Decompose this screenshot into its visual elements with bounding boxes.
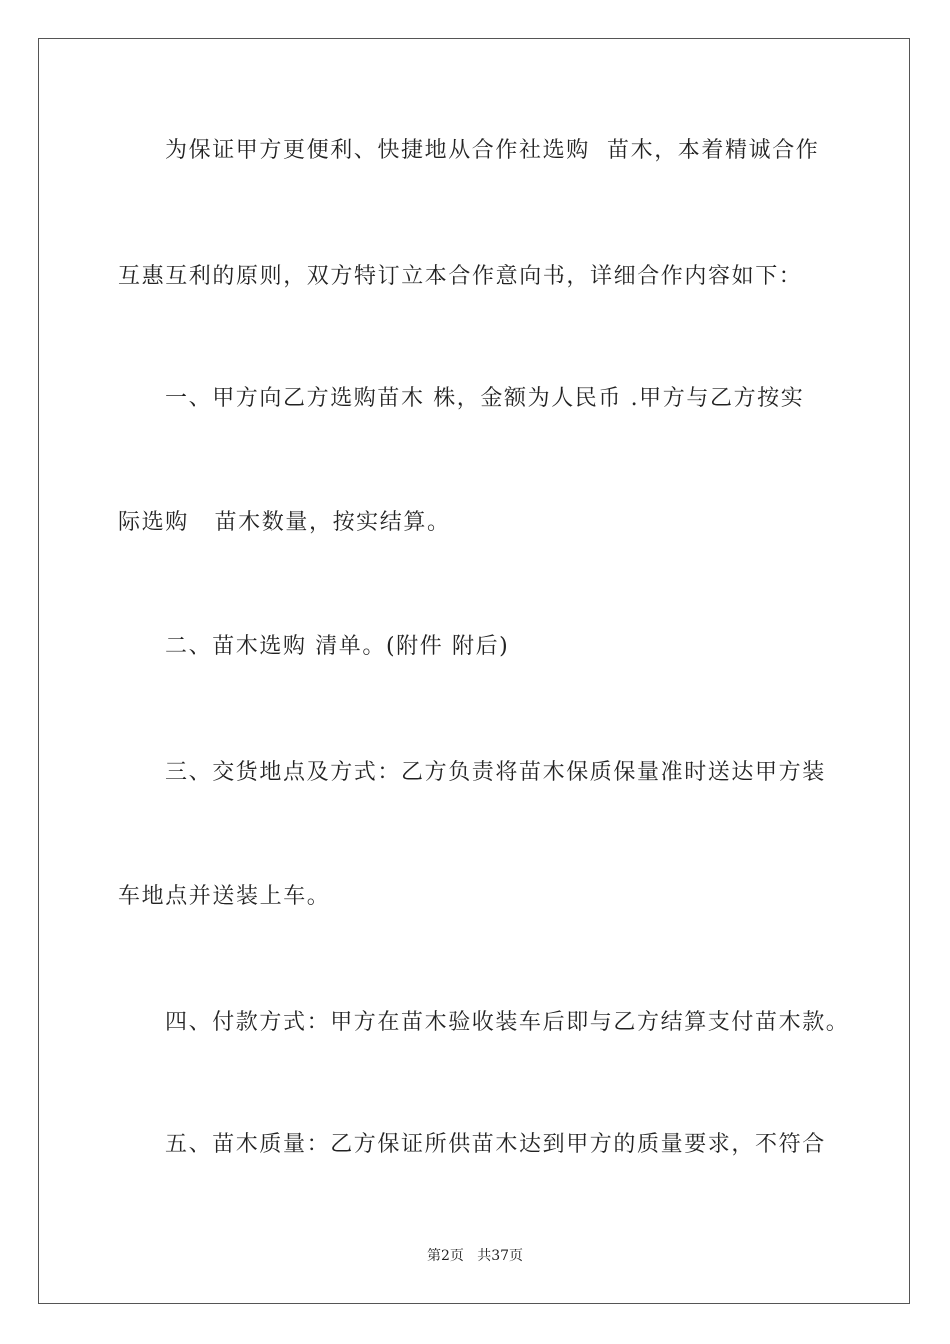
paragraph-line: 四、付款方式：甲方在苗木验收装车后即与乙方结算支付苗木款。 xyxy=(165,1010,850,1035)
paragraph-line: 一、甲方向乙方选购苗木 株，金额为人民币 .甲方与乙方按实 xyxy=(165,386,805,411)
paragraph-line: 二、苗木选购 清单。(附件 附后) xyxy=(165,634,510,659)
paragraph-line: 互惠互利的原则，双方特订立本合作意向书，详细合作内容如下： xyxy=(118,264,803,289)
paragraph-line: 三、交货地点及方式：乙方负责将苗木保质保量准时送达甲方装 xyxy=(165,760,826,785)
paragraph-line: 际选购 苗木数量，按实结算。 xyxy=(118,510,451,535)
page-border xyxy=(38,38,910,1304)
paragraph-line: 车地点并送装上车。 xyxy=(118,884,331,909)
page-number-footer: 第2页 共37页 xyxy=(426,1248,524,1264)
paragraph-line: 为保证甲方更便利、快捷地从合作社选购 苗木，本着精诚合作 xyxy=(165,138,820,163)
paragraph-line: 五、苗木质量：乙方保证所供苗木达到甲方的质量要求，不符合 xyxy=(165,1132,826,1157)
